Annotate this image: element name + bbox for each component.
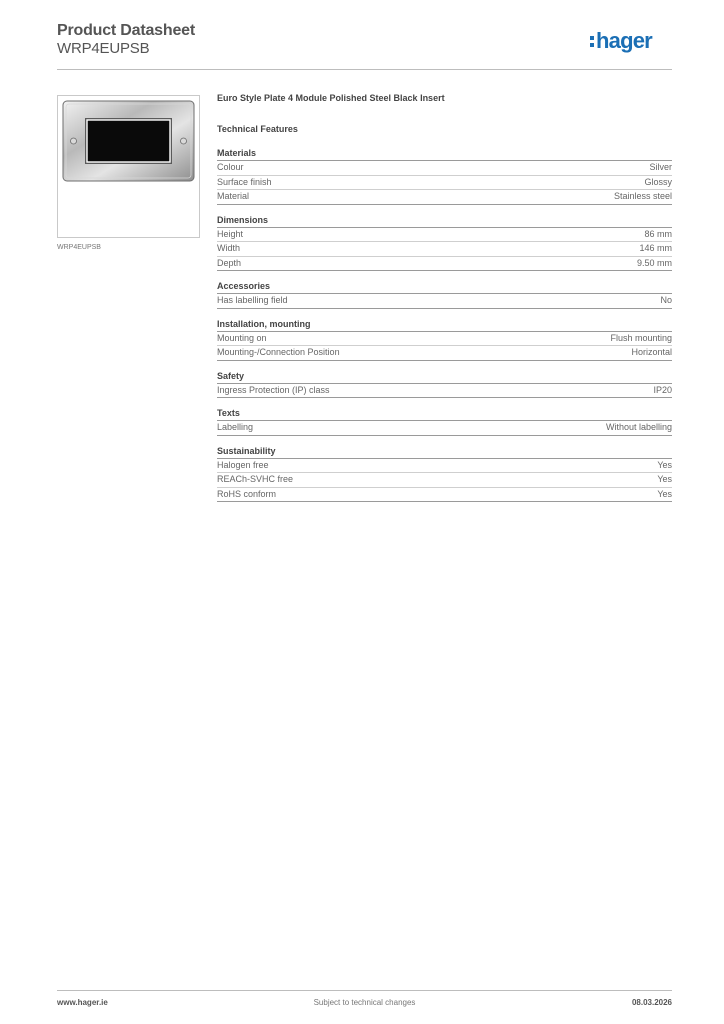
spec-value: IP20	[653, 384, 672, 395]
spec-label: Labelling	[217, 422, 254, 432]
section-heading: Sustainability	[217, 446, 672, 459]
spec-row	[217, 459, 672, 474]
spec-label: Colour	[217, 162, 244, 172]
section-accessories	[217, 281, 672, 309]
spec-label: Depth	[217, 257, 242, 268]
section-heading: Texts	[217, 408, 672, 421]
spec-value: Silver	[649, 162, 672, 172]
spec-label: Mounting-/Connection Position	[217, 347, 340, 357]
spec-label: Mounting on	[217, 332, 267, 343]
spec-label: Material	[217, 191, 250, 201]
section-installation-mounting	[217, 319, 672, 361]
section-heading: Accessories	[217, 281, 672, 294]
section-sustainability	[217, 446, 672, 503]
section-heading: Safety	[217, 371, 672, 384]
logo-colon-icon	[590, 36, 594, 47]
footer-divider	[57, 990, 672, 991]
spec-value: Stainless steel	[613, 191, 672, 201]
spec-row	[217, 294, 672, 309]
footer-website-link[interactable]: www.hager.ie	[57, 998, 108, 1007]
spec-row	[217, 176, 672, 191]
footer-date: 08.03.2026	[631, 998, 672, 1007]
spec-row	[217, 346, 672, 361]
section-texts	[217, 408, 672, 436]
spec-value: Without labelling	[605, 422, 672, 432]
section-heading: Installation, mounting	[217, 319, 672, 332]
spec-label: Surface finish	[217, 176, 272, 187]
spec-value: No	[660, 295, 672, 305]
spec-value: 86 mm	[644, 228, 672, 239]
datasheet-content	[217, 92, 672, 512]
spec-value: Yes	[657, 488, 672, 499]
wall-plate-illustration	[62, 100, 195, 182]
spec-label: Ingress Protection (IP) class	[217, 384, 330, 395]
spec-label: RoHS conform	[217, 488, 277, 499]
spec-label: Has labelling field	[217, 295, 288, 305]
spec-row	[217, 332, 672, 347]
spec-row	[217, 384, 672, 399]
spec-value: 9.50 mm	[636, 257, 672, 268]
spec-label: REACh-SVHC free	[217, 474, 294, 484]
spec-label: Height	[217, 228, 244, 239]
product-image	[57, 95, 200, 238]
spec-row	[217, 421, 672, 436]
spec-value: Yes	[657, 459, 672, 470]
spec-row	[217, 228, 672, 243]
product-code: WRP4EUPSB	[57, 40, 150, 57]
section-heading: Materials	[217, 148, 672, 161]
section-heading: Dimensions	[217, 215, 672, 228]
spec-value: Glossy	[644, 176, 672, 187]
spec-row	[217, 257, 672, 272]
page-header	[57, 22, 672, 70]
spec-value: Horizontal	[631, 347, 672, 357]
logo-text: hager	[596, 28, 652, 53]
header-divider	[57, 69, 672, 70]
section-materials	[217, 148, 672, 205]
spec-value: 146 mm	[639, 243, 672, 253]
feature-sections	[217, 148, 672, 502]
spec-row	[217, 473, 672, 488]
spec-row	[217, 161, 672, 176]
spec-row	[217, 488, 672, 503]
spec-row	[217, 190, 672, 205]
image-caption: WRP4EUPSB	[57, 244, 101, 251]
page-footer	[57, 998, 672, 1010]
page-title: Product Datasheet	[57, 22, 195, 39]
section-dimensions	[217, 215, 672, 272]
technical-features-heading: Technical Features	[217, 124, 298, 134]
spec-value: Flush mounting	[610, 332, 672, 343]
hager-logo	[590, 28, 672, 54]
footer-notice: Subject to technical changes	[313, 998, 416, 1007]
spec-value: Yes	[657, 474, 672, 484]
product-description: Euro Style Plate 4 Module Polished Steel Black Insert	[217, 93, 445, 103]
section-safety	[217, 371, 672, 399]
spec-row	[217, 242, 672, 257]
spec-label: Halogen free	[217, 459, 269, 470]
spec-label: Width	[217, 243, 241, 253]
